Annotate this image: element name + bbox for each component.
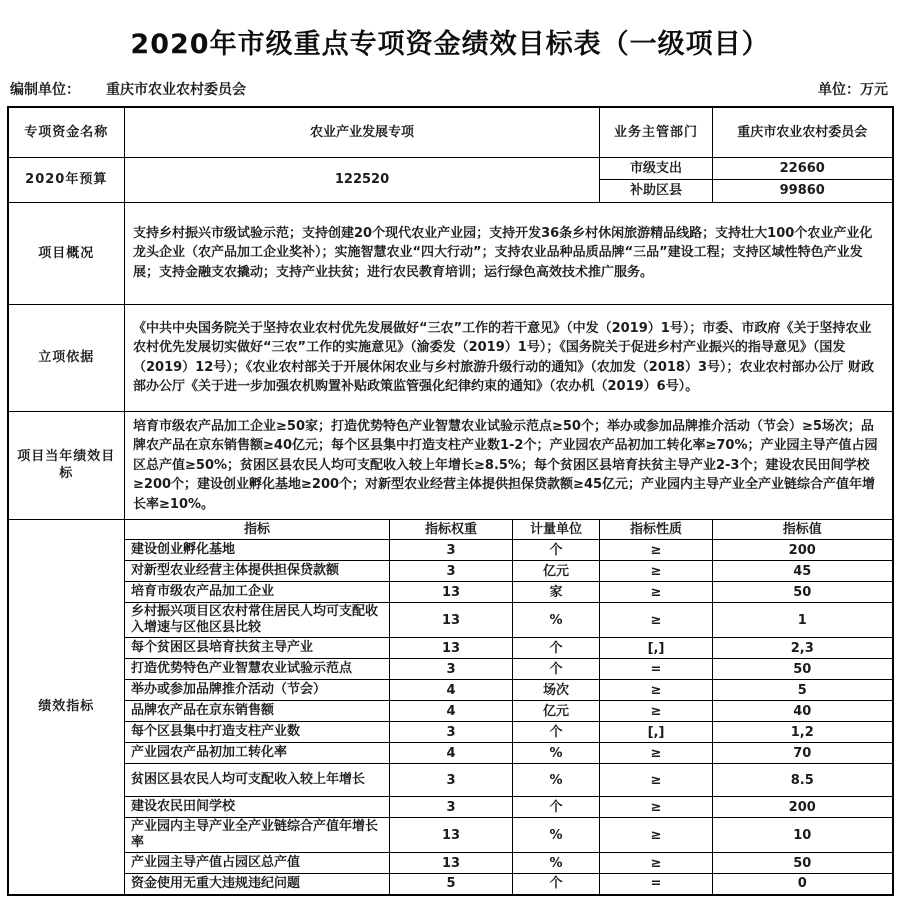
indicator-row: [8, 874, 893, 895]
indicator-header-weight: 指标权重: [390, 520, 513, 540]
indicator-row: [8, 701, 893, 722]
indicator-header-nature: 指标性质: [600, 520, 713, 540]
budget-label: 2020年预算: [8, 157, 125, 202]
indicator-row: [8, 561, 893, 582]
budget-value: 122520: [125, 157, 600, 202]
indicator-unit: 个: [513, 874, 600, 895]
indicator-value: 40: [713, 701, 893, 722]
annual-goal-text: 培育市级农产品加工企业≥50家；打造优势特色产业智慧农业试验示范点≥50个；举办或参加品牌推介活动（节会）≥5场次；品牌农产品在京东销售额≥40亿元；每个区县集中打造支柱产业数1-2个；产业园农产品初加工转化率≥70%；产业园主导产值占园区总产值≥50%；贫困区县农民人均可支配收入较上年增长≥8.5%；每个贫困区县培育扶贫主导产业2-3个；建设农民田间学校≥200个；建设创业孵化基地≥200个；对新型农业经营主体提供担保贷款额≥45亿元；产业园内主导产业全产业链综合产值年增长率≥10%。: [125, 411, 893, 520]
indicator-nature: ≥: [600, 540, 713, 561]
indicator-weight: 13: [390, 638, 513, 659]
indicator-nature: [,]: [600, 722, 713, 743]
indicator-unit: 个: [513, 797, 600, 818]
indicator-value: 50: [713, 853, 893, 874]
indicator-header-unit: 计量单位: [513, 520, 600, 540]
indicator-nature: ≥: [600, 603, 713, 638]
indicator-nature: ≥: [600, 743, 713, 764]
indicators-section-label: 绩效指标: [8, 520, 125, 895]
overview-row: [8, 202, 893, 304]
indicator-nature: ≥: [600, 701, 713, 722]
indicator-unit: %: [513, 853, 600, 874]
indicator-unit: 个: [513, 540, 600, 561]
indicator-unit: 个: [513, 659, 600, 680]
indicator-name: 每个区县集中打造支柱产业数: [125, 722, 390, 743]
prepared-by-value: 重庆市农业农村委员会: [106, 82, 246, 98]
indicator-weight: 3: [390, 797, 513, 818]
indicator-header-value: 指标值: [713, 520, 893, 540]
indicator-unit: 亿元: [513, 701, 600, 722]
indicator-nature: =: [600, 659, 713, 680]
indicator-name: 产业园农产品初加工转化率: [125, 743, 390, 764]
indicator-unit: 个: [513, 722, 600, 743]
indicator-header-row: [8, 520, 893, 540]
indicator-weight: 13: [390, 818, 513, 853]
dept-label: 业务主管部门: [600, 107, 713, 157]
indicator-row: [8, 638, 893, 659]
indicator-nature: ≥: [600, 797, 713, 818]
indicator-name: 资金使用无重大违规违纪问题: [125, 874, 390, 895]
indicator-unit: %: [513, 743, 600, 764]
indicator-unit: 亿元: [513, 561, 600, 582]
indicator-nature: ≥: [600, 561, 713, 582]
indicator-name: 培育市级农产品加工企业: [125, 582, 390, 603]
indicator-row: [8, 722, 893, 743]
overview-label: 项目概况: [8, 202, 125, 304]
indicator-name: 打造优势特色产业智慧农业试验示范点: [125, 659, 390, 680]
indicator-weight: 4: [390, 701, 513, 722]
indicator-name: 对新型农业经营主体提供担保贷款额: [125, 561, 390, 582]
indicator-name: 产业园主导产值占园区总产值: [125, 853, 390, 874]
basis-label: 立项依据: [8, 304, 125, 411]
indicator-value: 200: [713, 540, 893, 561]
annual-goal-row: [8, 411, 893, 520]
indicator-name: 乡村振兴项目区农村常住居民人均可支配收入增速与区他区县比较: [125, 603, 390, 638]
indicator-row: [8, 764, 893, 797]
subsidy-value: 99860: [713, 179, 893, 202]
indicator-value: 50: [713, 582, 893, 603]
indicator-name: 举办或参加品牌推介活动（节会）: [125, 680, 390, 701]
prepared-by-label: 编制单位：: [10, 82, 80, 98]
fund-name-row: [8, 107, 893, 157]
indicator-row: [8, 797, 893, 818]
indicator-header-name: 指标: [125, 520, 390, 540]
fund-name-value: 农业产业发展专项: [125, 107, 600, 157]
city-expense-label: 市级支出: [600, 157, 713, 179]
meta-row: [0, 79, 900, 106]
indicator-value: 8.5: [713, 764, 893, 797]
indicator-name: 建设创业孵化基地: [125, 540, 390, 561]
city-expense-value: 22660: [713, 157, 893, 179]
subsidy-label: 补助区县: [600, 179, 713, 202]
indicator-weight: 13: [390, 603, 513, 638]
prepared-by: [10, 79, 246, 99]
indicator-name: 每个贫困区县培育扶贫主导产业: [125, 638, 390, 659]
indicator-row: [8, 743, 893, 764]
indicator-row: [8, 540, 893, 561]
indicator-weight: 5: [390, 874, 513, 895]
unit-label: 单位：万元: [818, 82, 888, 98]
indicator-unit: 场次: [513, 680, 600, 701]
indicator-nature: ≥: [600, 764, 713, 797]
indicator-value: 1,2: [713, 722, 893, 743]
indicator-name: 品牌农产品在京东销售额: [125, 701, 390, 722]
indicator-weight: 4: [390, 743, 513, 764]
indicator-weight: 13: [390, 853, 513, 874]
indicator-row: [8, 853, 893, 874]
indicator-name: 贫困区县农民人均可支配收入较上年增长: [125, 764, 390, 797]
indicator-value: 200: [713, 797, 893, 818]
dept-value: 重庆市农业农村委员会: [713, 107, 893, 157]
indicator-value: 45: [713, 561, 893, 582]
indicator-value: 10: [713, 818, 893, 853]
indicator-nature: =: [600, 874, 713, 895]
basis-row: [8, 304, 893, 411]
indicator-value: 5: [713, 680, 893, 701]
indicator-unit: 个: [513, 638, 600, 659]
indicator-row: [8, 582, 893, 603]
indicator-unit: %: [513, 818, 600, 853]
overview-text: 支持乡村振兴市级试验示范；支持创建20个现代农业产业园；支持开发36条乡村休闲旅游精品线路；支持壮大100个农业产业化龙头企业（农产品加工企业奖补）；实施智慧农业“四大行动”；支持农业品种品质品牌“三品”建设工程；支持区域性特色产业发展；支持金融支农撬动；支持产业扶贫；进行农民教育培训；运行绿色高效技术推广服务。: [125, 202, 893, 304]
indicator-weight: 3: [390, 722, 513, 743]
indicator-unit: %: [513, 764, 600, 797]
indicator-value: 50: [713, 659, 893, 680]
indicator-nature: ≥: [600, 818, 713, 853]
indicator-unit: 家: [513, 582, 600, 603]
page-title: 2020年市级重点专项资金绩效目标表（一级项目）: [130, 29, 770, 60]
fund-name-label: 专项资金名称: [8, 107, 125, 157]
indicator-weight: 13: [390, 582, 513, 603]
indicator-nature: ≥: [600, 853, 713, 874]
annual-goal-label: 项目当年绩效目标: [8, 411, 125, 520]
indicator-nature: ≥: [600, 582, 713, 603]
budget-row: [8, 157, 893, 179]
indicator-weight: 3: [390, 561, 513, 582]
performance-target-table: [7, 106, 894, 896]
indicator-weight: 3: [390, 540, 513, 561]
indicator-name: 建设农民田间学校: [125, 797, 390, 818]
indicator-value: 70: [713, 743, 893, 764]
basis-text: 《中共中央国务院关于坚持农业农村优先发展做好“三农”工作的若干意见》（中发（2019）1号）；市委、市政府《关于坚持农业农村优先发展切实做好“三农”工作的实施意见》（渝委发（2019）1号）；《国务院关于促进乡村产业振兴的指导意见》（国发（2019）12号）；《农业农村部关于开展休闲农业与乡村旅游升级行动的通知》（农加发（2018）3号）；农业农村部办公厅 财政部办公厅《关于进一步加强农机购置补贴政策监管强化纪律约束的通知》（农办机（2019）6号）。: [125, 304, 893, 411]
indicator-value: 0: [713, 874, 893, 895]
indicator-value: 1: [713, 603, 893, 638]
indicator-weight: 3: [390, 764, 513, 797]
indicator-value: 2,3: [713, 638, 893, 659]
indicator-row: [8, 603, 893, 638]
indicator-row: [8, 818, 893, 853]
indicator-weight: 4: [390, 680, 513, 701]
indicator-weight: 3: [390, 659, 513, 680]
indicator-nature: [,]: [600, 638, 713, 659]
indicator-row: [8, 659, 893, 680]
indicator-unit: %: [513, 603, 600, 638]
indicator-name: 产业园内主导产业全产业链综合产值年增长率: [125, 818, 390, 853]
indicator-row: [8, 680, 893, 701]
indicator-nature: ≥: [600, 680, 713, 701]
